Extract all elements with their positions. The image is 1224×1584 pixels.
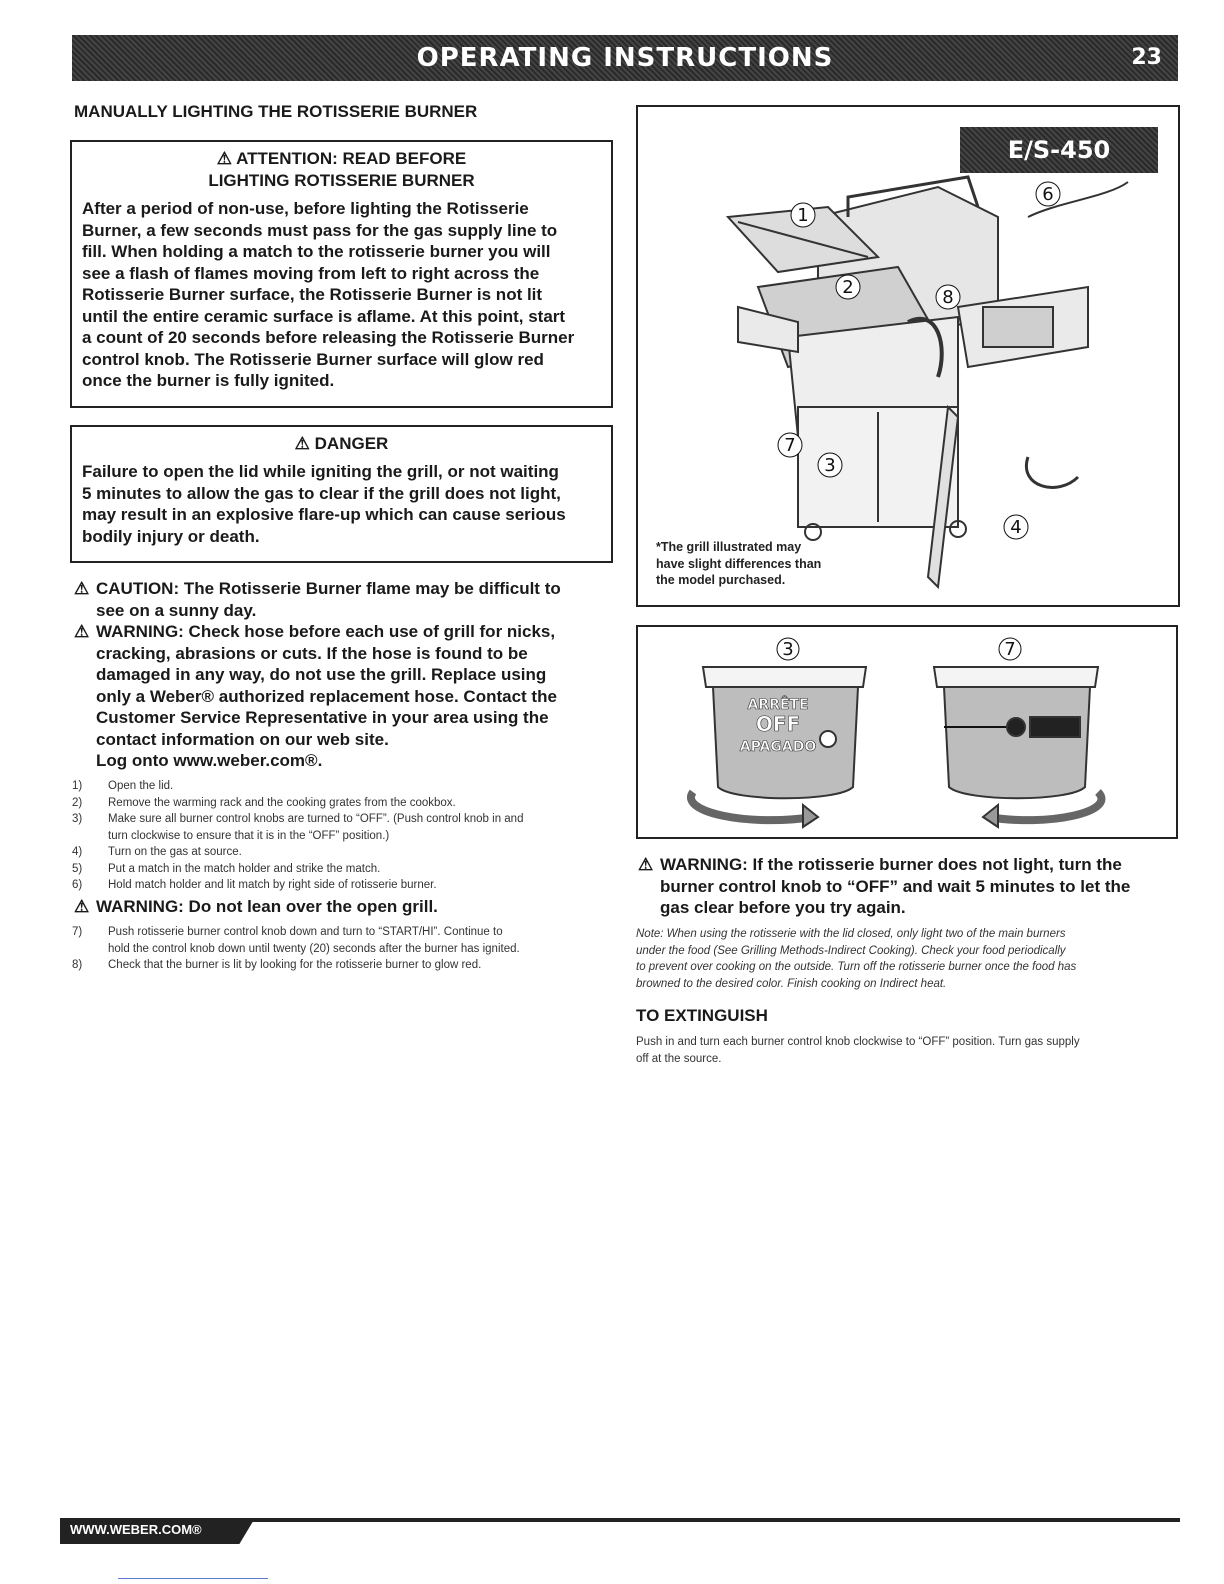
svg-text:ARRÊTE: ARRÊTE bbox=[747, 697, 809, 713]
callout-1 bbox=[791, 203, 815, 227]
list-item: 3) Make sure all burner control knobs are turned to “OFF”. (Push control knob in and turn clockwise to ensure that it is in the “OFF” position.) bbox=[72, 813, 524, 842]
danger-text: Failure to open the lid while igniting the grill, or not waiting 5 minutes to allow the gas to clear if the grill does not light, may result in an explosive flare-up which can cause serious bodily injury or death. bbox=[82, 462, 566, 546]
callout-knob-3 bbox=[777, 638, 799, 660]
list-item: 7) Push rotisserie burner control knob down and turn to “START/HI”. Continue to hold the control knob down until twenty (20) seconds after the burner has ignited. bbox=[72, 926, 520, 955]
warning-lean-text: ⚠ WARNING: Do not lean over the open grill. bbox=[74, 897, 438, 916]
list-item: 6) Hold match holder and lit match by right side of rotisserie burner. bbox=[72, 879, 437, 891]
warning-triangle-icon: ⚠ bbox=[74, 622, 90, 641]
callout-7 bbox=[778, 433, 802, 457]
svg-text:3: 3 bbox=[824, 455, 836, 476]
page-title: OPERATING INSTRUCTIONS bbox=[416, 43, 834, 73]
figure-footnote: *The grill illustrated may have slight differences than the model purchased. bbox=[656, 540, 822, 587]
list-item: 8) Check that the burner is lit by looking for the rotisserie burner to glow red. bbox=[72, 959, 482, 971]
section-title: MANUALLY LIGHTING THE ROTISSERIE BURNER bbox=[74, 102, 478, 121]
extinguish-title: TO EXTINGUISH bbox=[636, 1006, 768, 1025]
footer-link-underline bbox=[118, 1578, 268, 1579]
svg-text:6: 6 bbox=[1042, 184, 1054, 205]
attention-text: After a period of non-use, before lighting the Rotisserie Burner, a few seconds must pass for the gas supply line to fill. When holding a match to the rotisserie burner you will see a flash of flames moving from left to right across the Rotisserie Burner surface, the Rotisserie Burner is not lit until the entire ceramic surface is aflame. At this point, start a count of 20 seconds before releasing the Rotisserie Burner control knob. The Rotisserie Burner surface will glow red once the burner is fully ignited. bbox=[82, 199, 575, 390]
page-number: 23 bbox=[1131, 45, 1162, 70]
model-label: E/S-450 bbox=[960, 127, 1158, 173]
header-bar bbox=[72, 35, 1178, 81]
caution-text: ⚠ CAUTION: The Rotisserie Burner flame may be difficult to see on a sunny day. bbox=[74, 579, 561, 620]
callout-2 bbox=[836, 275, 860, 299]
svg-text:APAGADO: APAGADO bbox=[739, 739, 817, 755]
svg-text:OFF: OFF bbox=[755, 712, 801, 736]
svg-text:3: 3 bbox=[782, 639, 794, 660]
knob-figure bbox=[636, 625, 1178, 839]
callout-4 bbox=[1004, 515, 1028, 539]
knob-illustration bbox=[638, 627, 1176, 837]
callout-6 bbox=[1036, 182, 1060, 206]
danger-title: ⚠ DANGER bbox=[294, 434, 389, 453]
warning-hose-text: ⚠ WARNING: Check hose before each use of grill for nicks, cracking, abrasions or cuts. If the hose is found to be damaged in any way, do not use the grill. Replace using only a Weber® authorized replacement hose. Contact the Customer Service Representative in your area using the contact information on our web site. Log onto www.weber.com®. bbox=[74, 622, 557, 770]
list-item: 2) Remove the warming rack and the cooking grates from the cookbox. bbox=[72, 796, 456, 809]
warning-triangle-icon: ⚠ bbox=[216, 149, 233, 168]
steps-list-a bbox=[72, 778, 617, 894]
grill-illustration bbox=[638, 107, 1178, 605]
callout-8 bbox=[936, 285, 960, 309]
grill-figure bbox=[636, 105, 1180, 607]
svg-text:1: 1 bbox=[797, 205, 809, 226]
warning-triangle-icon: ⚠ bbox=[294, 434, 310, 453]
footer-url[interactable]: WWW.WEBER.COM® bbox=[70, 1522, 202, 1537]
callout-knob-7 bbox=[999, 638, 1021, 660]
extinguish-text: Push in and turn each burner control knob clockwise to “OFF” position. Turn gas supply off at the source. bbox=[636, 1036, 1080, 1065]
svg-text:7: 7 bbox=[1004, 639, 1016, 660]
list-item: 5) Put a match in the match holder and strike the match. bbox=[72, 862, 381, 875]
warning-triangle-icon: ⚠ bbox=[74, 579, 90, 598]
list-item: 1) Open the lid. bbox=[72, 780, 174, 792]
attention-box bbox=[70, 140, 613, 408]
svg-text:4: 4 bbox=[1010, 517, 1022, 538]
warning-triangle-icon: ⚠ bbox=[638, 855, 654, 874]
svg-text:2: 2 bbox=[842, 277, 854, 298]
danger-box bbox=[70, 425, 613, 563]
warning-triangle-icon: ⚠ bbox=[74, 897, 90, 916]
svg-text:7: 7 bbox=[784, 435, 796, 456]
attention-title: ⚠ ATTENTION: READ BEFORE LIGHTING ROTISSERIE BURNER bbox=[208, 149, 475, 190]
warning-light-text: ⚠ WARNING: If the rotisserie burner does not light, turn the burner control knob to “OFF” and wait 5 minutes to let the gas clear before you try again. bbox=[638, 855, 1131, 917]
svg-text:8: 8 bbox=[942, 287, 954, 308]
callout-3 bbox=[818, 453, 842, 477]
steps-list-b bbox=[72, 924, 617, 974]
list-item: 4) Turn on the gas at source. bbox=[72, 846, 242, 858]
note-text: Note: When using the rotisserie with the lid closed, only light two of the main burners under the food (See Grilling Methods-Indirect Cooking). Check your food periodically to prevent over cooking on the outside. Turn off the rotisserie burner once the food has browned to the desired color. Finish cooking on Indirect heat. bbox=[636, 928, 1077, 990]
